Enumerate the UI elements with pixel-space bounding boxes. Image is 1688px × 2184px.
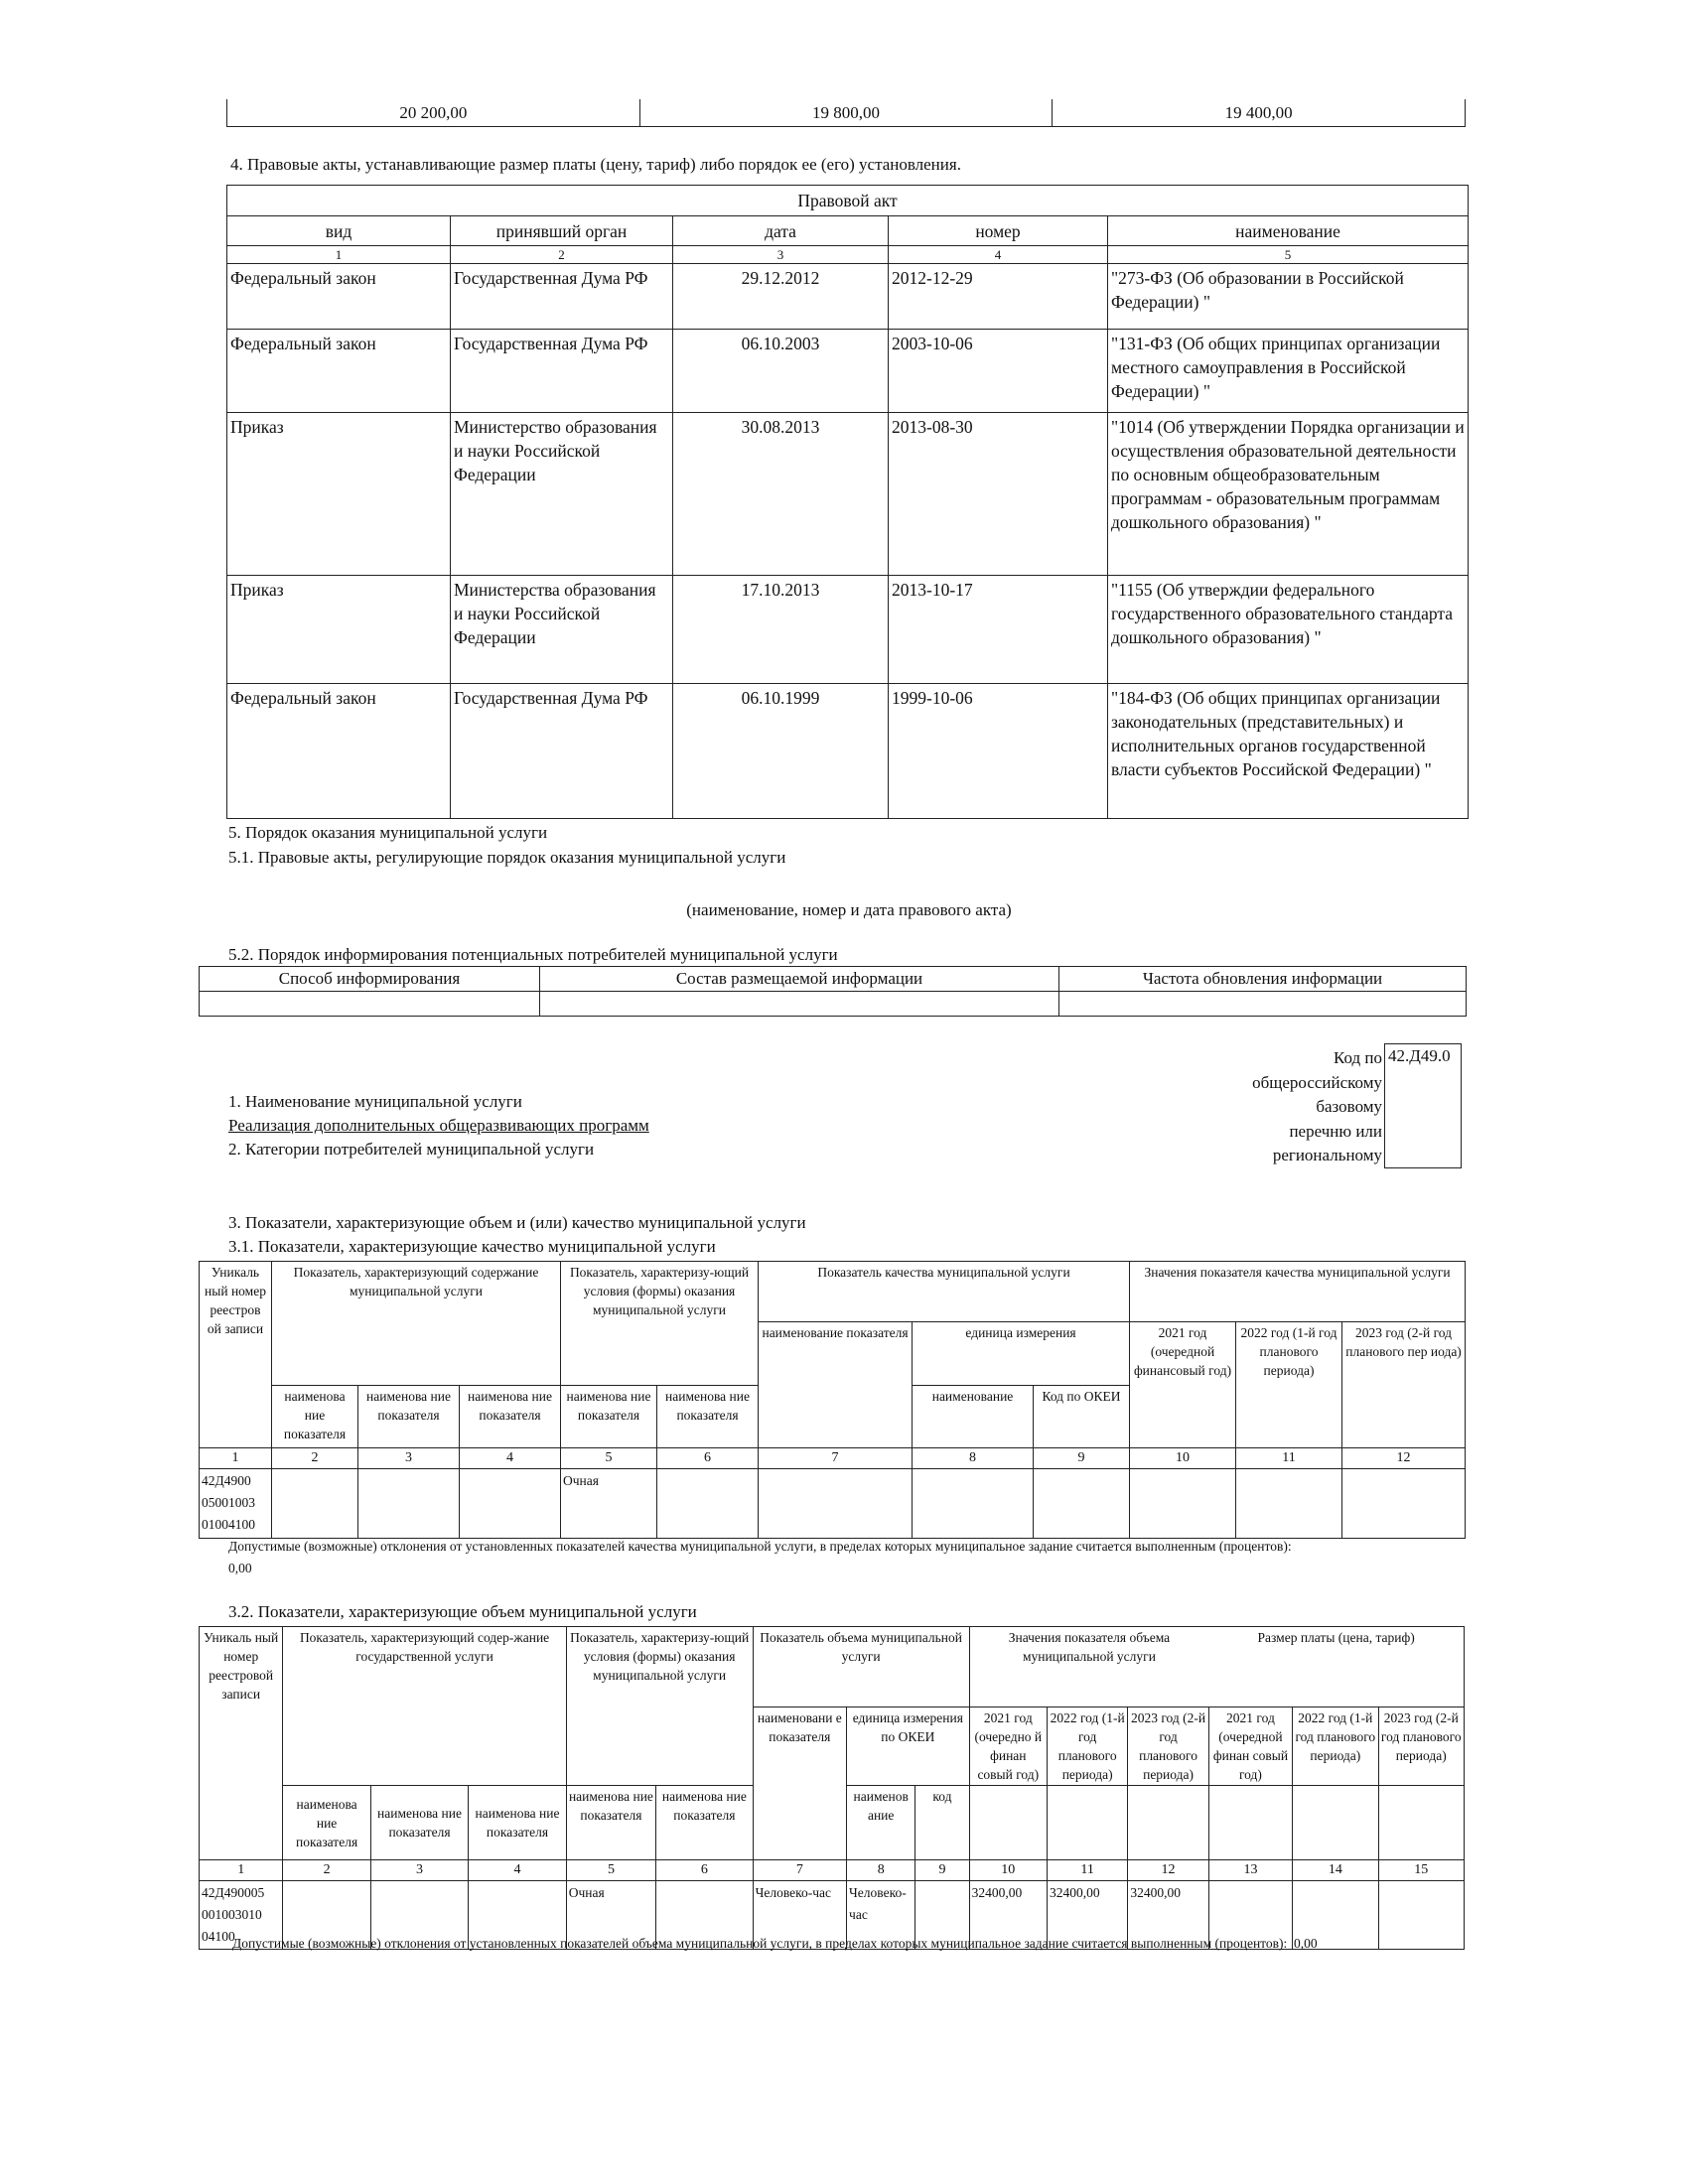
col-indicator-name: наименовани е показателя	[753, 1707, 846, 1860]
act-date: 29.12.2012	[673, 264, 889, 330]
act-name: "273-ФЗ (Об образовании в Российской Федерации) "	[1108, 264, 1469, 330]
cell	[460, 1469, 561, 1539]
table-row	[227, 413, 1469, 576]
col-num: 8	[847, 1860, 915, 1881]
col-num: 1	[200, 1448, 272, 1469]
empty-cell	[1378, 1786, 1464, 1860]
cell	[1130, 1469, 1236, 1539]
col-info-frequency: Частота обновления информации	[1059, 967, 1467, 992]
col-fee-2023: 2023 год (2-й год планового периода)	[1378, 1707, 1464, 1786]
act-name: "184-ФЗ (Об общих принципах организации законодательных (представительных) и исполнительных органов государственной власти субъектов Российской Федерации) "	[1108, 684, 1469, 819]
col-volume-2021: 2021 год (очередно й финан совый год)	[969, 1707, 1047, 1786]
quality-deviation-text: Допустимые (возможные) отклонения от установленных показателей качества муниципальной услуги, в пределах которых муниципальное задание считается выполненным (процентов):	[228, 1539, 1292, 1554]
table-row	[200, 992, 1467, 1017]
col-quality-indicator: Показатель качества муниципальной услуги	[759, 1262, 1130, 1322]
col-num-1: 1	[227, 246, 451, 264]
volume-header-row-1	[200, 1627, 1465, 1707]
col-unit-name: наименование	[913, 1386, 1034, 1448]
volume-2023: 32400,00	[1128, 1881, 1208, 1950]
col-unit-name: наименов ание	[847, 1786, 915, 1860]
cell	[759, 1469, 913, 1539]
empty-cell	[1128, 1786, 1208, 1860]
col-num: 8	[913, 1448, 1034, 1469]
code-label-line: общероссийскому	[1252, 1072, 1382, 1092]
volume-2022: 32400,00	[1047, 1881, 1127, 1950]
col-volume-2022: 2022 год (1-й год планового периода)	[1047, 1707, 1127, 1786]
act-number: 2013-08-30	[889, 413, 1108, 576]
col-num: 11	[1236, 1448, 1342, 1469]
act-date: 17.10.2013	[673, 576, 889, 684]
cell	[1034, 1469, 1130, 1539]
act-number: 2012-12-29	[889, 264, 1108, 330]
quality-column-numbers	[200, 1448, 1466, 1469]
service-name-label: 1. Наименование муниципальной услуги	[228, 1092, 522, 1111]
section32-title: 3.2. Показатели, характеризующие объем муниципальной услуги	[228, 1602, 697, 1621]
table-row	[227, 264, 1469, 330]
legal-acts-columns	[227, 216, 1469, 246]
section3-title: 3. Показатели, характеризующие объем и (или) качество муниципальной услуги	[228, 1213, 806, 1232]
col-date: дата	[673, 216, 889, 246]
cell	[272, 1469, 358, 1539]
info-table	[199, 966, 1467, 1017]
empty-cell	[969, 1786, 1047, 1860]
col-conditions-indicator: Показатель, характеризу-ющий условия (формы) оказания муниципальной услуги	[561, 1262, 759, 1386]
col-sub-name: наименова ние показателя	[370, 1786, 468, 1860]
code-label-line: Код по	[1334, 1048, 1382, 1067]
col-num: 3	[358, 1448, 460, 1469]
col-unit-code: код	[915, 1786, 969, 1860]
cell	[1236, 1469, 1342, 1539]
cell	[358, 1469, 460, 1539]
col-num: 5	[561, 1448, 657, 1469]
legal-acts-table	[226, 185, 1469, 819]
col-volume-2023: 2023 год (2-й год планового периода)	[1128, 1707, 1208, 1786]
section5-title: 5. Порядок оказания муниципальной услуги	[228, 823, 548, 842]
indicator-name: Человеко-час	[753, 1881, 846, 1950]
col-num: 9	[1034, 1448, 1130, 1469]
col-num: 5	[566, 1860, 655, 1881]
col-sub-name: наименова ние показателя	[358, 1386, 460, 1448]
empty-cell	[1047, 1786, 1127, 1860]
col-unit: единица измерения по ОКЕИ	[847, 1707, 970, 1786]
code-label-line: перечню или	[1289, 1121, 1382, 1141]
col-type: вид	[227, 216, 451, 246]
legal-act-caption: (наименование, номер и дата правового акта)	[686, 900, 1012, 919]
act-type: Приказ	[227, 576, 451, 684]
section51-title: 5.1. Правовые акты, регулирующие порядок оказания муниципальной услуги	[228, 848, 786, 867]
act-type: Федеральный закон	[227, 330, 451, 413]
quality-header-row-1	[200, 1262, 1466, 1322]
act-number: 2013-10-17	[889, 576, 1108, 684]
col-sub-name: наименова ние показателя	[283, 1786, 370, 1860]
col-num: 6	[656, 1860, 753, 1881]
volume-indicators-table	[199, 1626, 1465, 1950]
act-authority: Государственная Дума РФ	[451, 684, 673, 819]
col-number: номер	[889, 216, 1108, 246]
col-conditions-indicator: Показатель, характеризу-ющий условия (формы) оказания муниципальной услуги	[566, 1627, 753, 1786]
info-method-cell	[200, 992, 540, 1017]
cell	[1342, 1469, 1466, 1539]
col-fee-2021: 2021 год (очередной финан совый год)	[1208, 1707, 1292, 1786]
col-sub-name: наименова ние показателя	[656, 1786, 753, 1860]
col-num: 1	[200, 1860, 283, 1881]
col-num-3: 3	[673, 246, 889, 264]
col-num: 13	[1208, 1860, 1292, 1881]
table-row	[227, 576, 1469, 684]
col-num-5: 5	[1108, 246, 1469, 264]
col-year-2023: 2023 год (2-й год планового пер иода)	[1342, 1322, 1466, 1448]
col-sub-name: наименова ние показателя	[657, 1386, 759, 1448]
code-label-line: региональному	[1272, 1146, 1382, 1164]
col-num-4: 4	[889, 246, 1108, 264]
col-sub-name: наименова ние показателя	[469, 1786, 566, 1860]
form-of-service: Очная	[566, 1881, 655, 1950]
legal-act-header: Правовой акт	[227, 186, 1469, 216]
quality-indicators-table	[199, 1261, 1466, 1539]
col-num: 12	[1128, 1860, 1208, 1881]
act-number: 1999-10-06	[889, 684, 1108, 819]
price-table	[226, 99, 1466, 127]
code-box: 42.Д49.0	[1384, 1043, 1462, 1168]
col-sub-name: наименова ние показателя	[566, 1786, 655, 1860]
empty-cell	[1293, 1786, 1378, 1860]
info-frequency-cell	[1059, 992, 1467, 1017]
code-labels	[1192, 1046, 1382, 1168]
col-volume-values: Значения показателя объема муниципальной услуги	[969, 1627, 1208, 1707]
col-info-content: Состав размещаемой информации	[540, 967, 1059, 992]
service-name-value: Реализация дополнительных общеразвивающих программ	[228, 1116, 649, 1135]
col-sub-name: наименова ние показателя	[561, 1386, 657, 1448]
col-num: 4	[460, 1448, 561, 1469]
col-unique-number: Уникаль ный номер реестровой записи	[200, 1627, 283, 1860]
col-num: 11	[1047, 1860, 1127, 1881]
act-authority: Государственная Дума РФ	[451, 264, 673, 330]
volume-deviation-text	[232, 1933, 1318, 1955]
section4-title: 4. Правовые акты, устанавливающие размер платы (цену, тариф) либо порядок ее (его) установления.	[230, 155, 961, 174]
col-num: 6	[657, 1448, 759, 1469]
col-num: 4	[469, 1860, 566, 1881]
legal-acts-column-numbers	[227, 246, 1469, 264]
col-num: 12	[1342, 1448, 1466, 1469]
col-year-2021: 2021 год (очередной финансовый год)	[1130, 1322, 1236, 1448]
col-year-2022: 2022 год (1-й год планового периода)	[1236, 1322, 1342, 1448]
act-authority: Министерство образования и науки Российской Федерации	[451, 413, 673, 576]
act-date: 30.08.2013	[673, 413, 889, 576]
price-row	[227, 99, 1466, 127]
act-number: 2003-10-06	[889, 330, 1108, 413]
col-content-indicator: Показатель, характеризующий содер-жание государственной услуги	[283, 1627, 566, 1786]
col-unit: единица измерения	[913, 1322, 1130, 1386]
registry-number: 42Д4900 05001003 01004100	[200, 1469, 272, 1539]
quality-deviation-value: 0,00	[228, 1561, 252, 1575]
col-num: 14	[1293, 1860, 1378, 1881]
col-quality-values: Значения показателя качества муниципальной услуги	[1130, 1262, 1466, 1322]
table-row	[227, 330, 1469, 413]
volume-column-numbers	[200, 1860, 1465, 1881]
act-date: 06.10.2003	[673, 330, 889, 413]
fee-2023	[1378, 1881, 1464, 1950]
price-2023: 19 400,00	[1053, 99, 1466, 127]
cell	[913, 1469, 1034, 1539]
consumer-categories-label: 2. Категории потребителей муниципальной услуги	[228, 1140, 595, 1159]
act-name: "1014 (Об утверждении Порядка организации и осуществления образовательной деятельности по основным общеобразовательным программам - образовательным программам дошкольного образования) "	[1108, 413, 1469, 576]
table-row	[227, 684, 1469, 819]
act-type: Федеральный закон	[227, 264, 451, 330]
volume-deviation-label: Допустимые (возможные) отклонения от установленных показателей объема муниципальной услуги, в пределах которых муниципальное задание считается выполненным (процентов):	[232, 1936, 1288, 1951]
price-2022: 19 800,00	[639, 99, 1053, 127]
col-num-2: 2	[451, 246, 673, 264]
col-unique-number: Уникаль ный номер реестров ой записи	[200, 1262, 272, 1448]
volume-deviation-value: 0,00	[1294, 1936, 1318, 1951]
empty-cell	[1208, 1786, 1292, 1860]
price-2021: 20 200,00	[227, 99, 640, 127]
section52-title: 5.2. Порядок информирования потенциальных потребителей муниципальной услуги	[228, 945, 838, 964]
info-table-header	[200, 967, 1467, 992]
col-num: 2	[272, 1448, 358, 1469]
registry-number: 42Д490005 001003010 04100	[200, 1881, 283, 1950]
legal-acts-group-header	[227, 186, 1469, 216]
cell	[657, 1469, 759, 1539]
act-type: Приказ	[227, 413, 451, 576]
col-num: 2	[283, 1860, 370, 1881]
section31-title: 3.1. Показатели, характеризующие качество муниципальной услуги	[228, 1237, 716, 1256]
col-content-indicator: Показатель, характеризующий содержание муниципальной услуги	[272, 1262, 561, 1386]
col-num: 9	[915, 1860, 969, 1881]
col-num: 15	[1378, 1860, 1464, 1881]
act-authority: Министерства образования и науки Российской Федерации	[451, 576, 673, 684]
col-name: наименование	[1108, 216, 1469, 246]
info-content-cell	[540, 992, 1059, 1017]
col-indicator-name: наименование показателя	[759, 1322, 913, 1448]
act-name: "131-ФЗ (Об общих принципах организации местного самоуправления в Российской Федерации) "	[1108, 330, 1469, 413]
col-fee: Размер платы (цена, тариф)	[1208, 1627, 1464, 1707]
col-num: 10	[1130, 1448, 1236, 1469]
code-label-line: базовому	[1316, 1097, 1382, 1116]
col-volume-indicator: Показатель объема муниципальной услуги	[753, 1627, 969, 1707]
col-fee-2022: 2022 год (1-й год планового периода)	[1293, 1707, 1378, 1786]
col-unit-code: Код по ОКЕИ	[1034, 1386, 1130, 1448]
act-name: "1155 (Об утверждии федерального государственного образовательного стандарта дошкольного образования) "	[1108, 576, 1469, 684]
col-num: 7	[759, 1448, 913, 1469]
unit-name: Человеко-час	[847, 1881, 915, 1950]
col-authority: принявший орган	[451, 216, 673, 246]
col-sub-name: наименова ние показателя	[460, 1386, 561, 1448]
act-authority: Государственная Дума РФ	[451, 330, 673, 413]
col-num: 7	[753, 1860, 846, 1881]
col-sub-name: наименова ние показателя	[272, 1386, 358, 1448]
col-info-method: Способ информирования	[200, 967, 540, 992]
act-type: Федеральный закон	[227, 684, 451, 819]
form-of-service: Очная	[561, 1469, 657, 1539]
col-num: 10	[969, 1860, 1047, 1881]
table-row	[200, 1469, 1466, 1539]
volume-2021: 32400,00	[969, 1881, 1047, 1950]
act-date: 06.10.1999	[673, 684, 889, 819]
col-num: 3	[370, 1860, 468, 1881]
